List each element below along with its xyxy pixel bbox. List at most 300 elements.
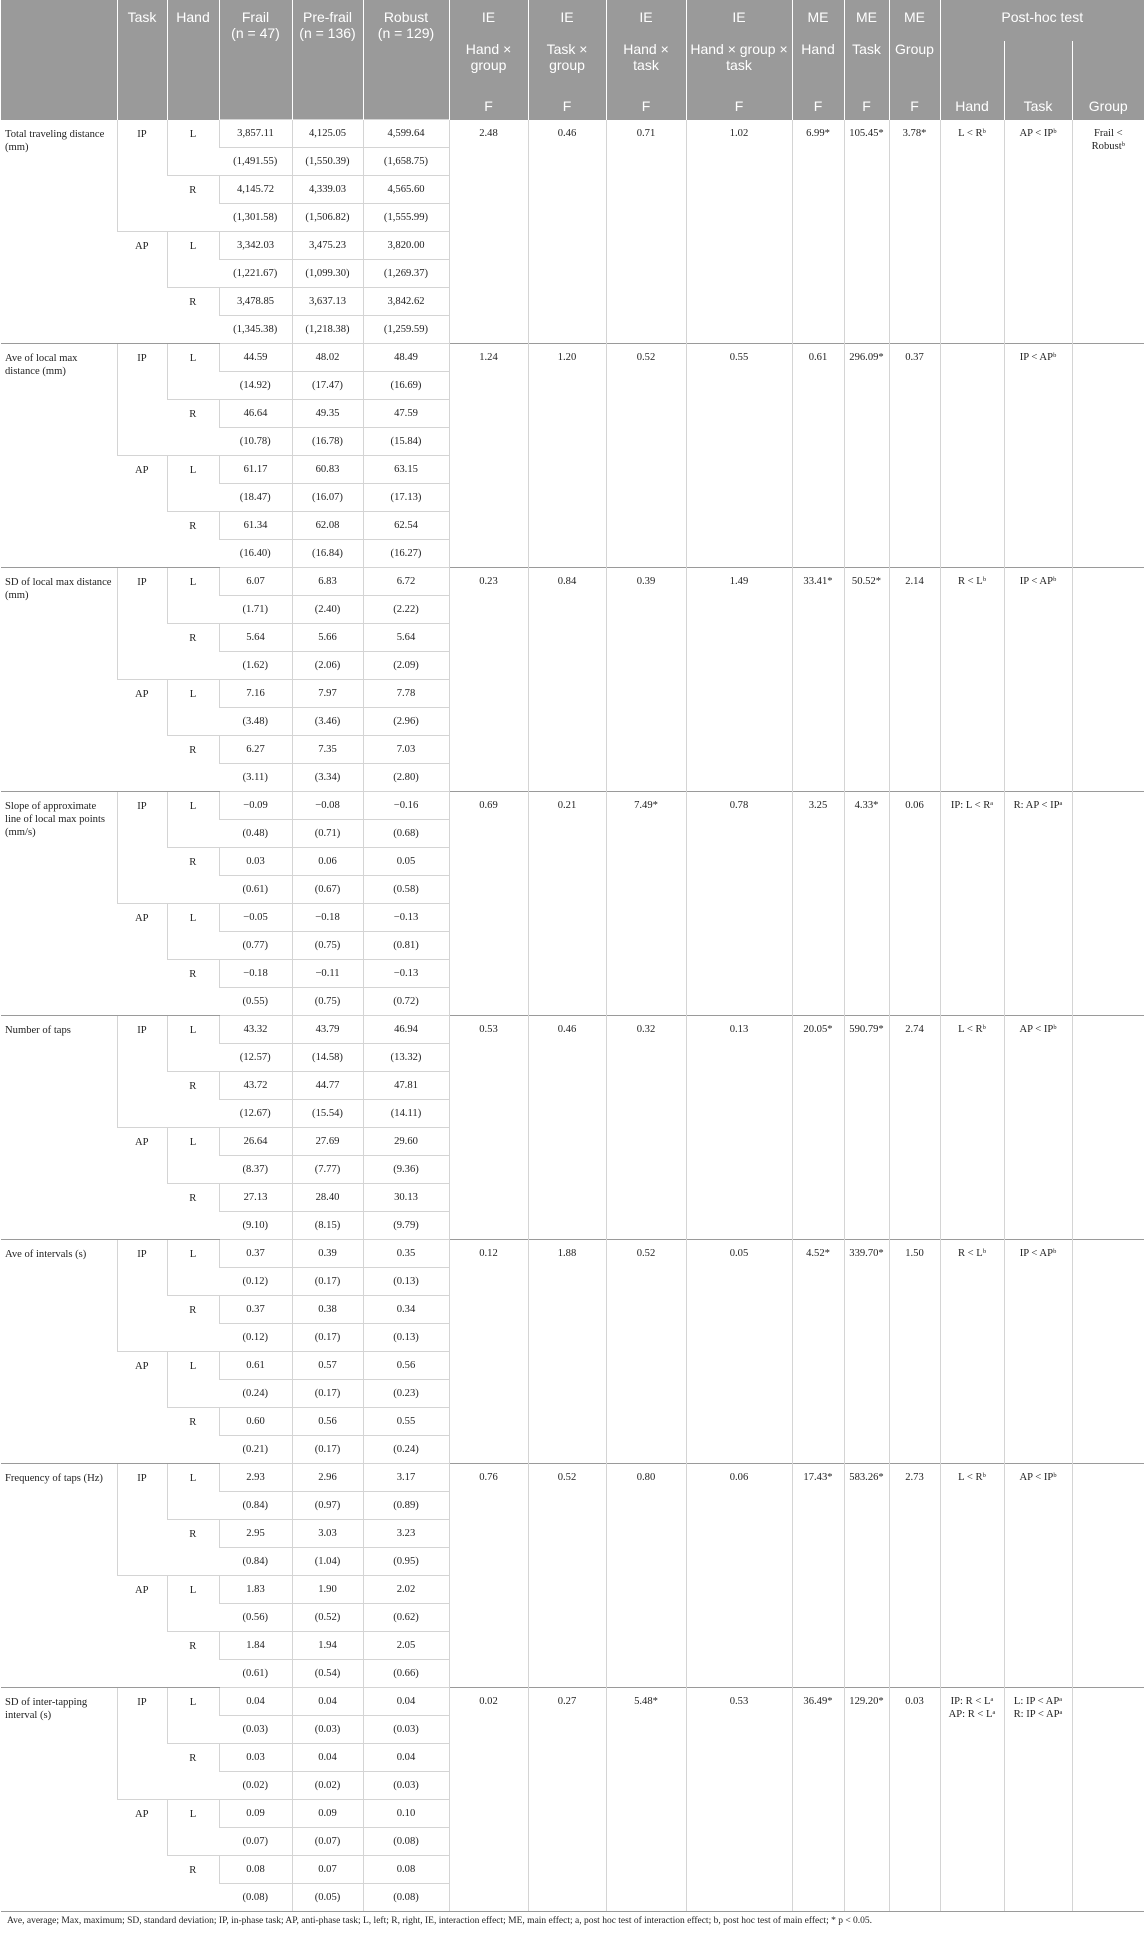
- hand-cell: L: [167, 1239, 219, 1295]
- robust-value: 6.72: [363, 567, 449, 595]
- f-statistic: 4.33*: [844, 791, 889, 1015]
- header-robust-label: Robust: [383, 9, 429, 25]
- prefrail-value: (0.05): [292, 1883, 363, 1911]
- robust-value: 29.60: [363, 1127, 449, 1155]
- robust-value: (2.09): [363, 651, 449, 679]
- prefrail-value: (16.84): [292, 539, 363, 567]
- robust-value: 0.56: [363, 1351, 449, 1379]
- prefrail-value: 0.57: [292, 1351, 363, 1379]
- robust-value: 7.78: [363, 679, 449, 707]
- robust-value: 30.13: [363, 1183, 449, 1211]
- robust-value: 47.59: [363, 399, 449, 427]
- frail-value: (3.11): [219, 763, 292, 791]
- posthoc-hand: R < Lᵇ: [940, 567, 1004, 791]
- prefrail-value: 1.90: [292, 1575, 363, 1603]
- hand-cell: R: [167, 399, 219, 455]
- f-statistic: 0.39: [606, 567, 686, 791]
- header-f: F: [844, 91, 889, 119]
- f-statistic: 0.21: [528, 791, 606, 1015]
- f-statistic: 1.49: [686, 567, 792, 791]
- table-row: [1, 1015, 1144, 1043]
- frail-value: (9.10): [219, 1211, 292, 1239]
- f-statistic: 1.24: [449, 343, 528, 567]
- hand-cell: L: [167, 1575, 219, 1631]
- header-robust-n: (n = 129): [377, 25, 435, 41]
- robust-value: (1,269.37): [363, 259, 449, 287]
- prefrail-value: (3.46): [292, 707, 363, 735]
- robust-value: (0.66): [363, 1659, 449, 1687]
- hand-cell: L: [167, 1463, 219, 1519]
- frail-value: (0.02): [219, 1771, 292, 1799]
- posthoc-task: IP < APᵇ: [1004, 1239, 1072, 1463]
- prefrail-value: 2.96: [292, 1463, 363, 1491]
- robust-value: 0.55: [363, 1407, 449, 1435]
- task-cell: IP: [117, 119, 167, 231]
- f-statistic: 0.12: [449, 1239, 528, 1463]
- metric-label: SD of inter-tapping interval (s): [1, 1687, 117, 1911]
- f-statistic: 296.09*: [844, 343, 889, 567]
- frail-value: (8.37): [219, 1155, 292, 1183]
- robust-value: 3,842.62: [363, 287, 449, 315]
- header-robust: [363, 0, 449, 41]
- header-f: F: [889, 91, 940, 119]
- frail-value: (0.84): [219, 1491, 292, 1519]
- frail-value: 1.84: [219, 1631, 292, 1659]
- frail-value: 0.03: [219, 847, 292, 875]
- prefrail-value: 0.07: [292, 1855, 363, 1883]
- robust-value: −0.13: [363, 903, 449, 931]
- posthoc-group: [1072, 791, 1144, 1015]
- prefrail-value: 0.04: [292, 1743, 363, 1771]
- hand-cell: R: [167, 959, 219, 1015]
- f-statistic: 0.02: [449, 1687, 528, 1911]
- header-ie2-sub: Task × group: [528, 41, 606, 91]
- prefrail-value: (7.77): [292, 1155, 363, 1183]
- frail-value: (0.77): [219, 931, 292, 959]
- f-statistic: 0.78: [686, 791, 792, 1015]
- prefrail-value: 60.83: [292, 455, 363, 483]
- metric-label: Number of taps: [1, 1015, 117, 1239]
- robust-value: 2.02: [363, 1575, 449, 1603]
- f-statistic: 0.76: [449, 1463, 528, 1687]
- frail-value: 7.16: [219, 679, 292, 707]
- robust-value: (2.22): [363, 595, 449, 623]
- prefrail-value: (0.07): [292, 1827, 363, 1855]
- robust-value: (2.80): [363, 763, 449, 791]
- hand-cell: R: [167, 511, 219, 567]
- hand-cell: R: [167, 287, 219, 343]
- frail-value: (0.61): [219, 875, 292, 903]
- header-prefrail-n: (n = 136): [299, 25, 356, 41]
- posthoc-group: [1072, 1239, 1144, 1463]
- frail-value: 44.59: [219, 343, 292, 371]
- robust-value: (13.32): [363, 1043, 449, 1071]
- frail-value: (1,491.55): [219, 147, 292, 175]
- robust-value: 3.23: [363, 1519, 449, 1547]
- prefrail-value: 0.38: [292, 1295, 363, 1323]
- frail-value: (18.47): [219, 483, 292, 511]
- f-statistic: 0.46: [528, 1015, 606, 1239]
- f-statistic: 0.05: [686, 1239, 792, 1463]
- hand-cell: L: [167, 1351, 219, 1407]
- f-statistic: 1.02: [686, 119, 792, 343]
- header-me3-sub: Group: [889, 41, 940, 91]
- hand-cell: R: [167, 1743, 219, 1799]
- posthoc-task: AP < IPᵇ: [1004, 119, 1072, 343]
- robust-value: (0.03): [363, 1771, 449, 1799]
- f-statistic: 129.20*: [844, 1687, 889, 1911]
- f-statistic: 20.05*: [792, 1015, 844, 1239]
- prefrail-value: (0.17): [292, 1379, 363, 1407]
- task-cell: IP: [117, 1463, 167, 1575]
- frail-value: 46.64: [219, 399, 292, 427]
- frail-value: (0.48): [219, 819, 292, 847]
- frail-value: 0.61: [219, 1351, 292, 1379]
- task-cell: IP: [117, 567, 167, 679]
- robust-value: (0.89): [363, 1491, 449, 1519]
- header-hand: Hand: [167, 0, 219, 41]
- prefrail-value: (8.15): [292, 1211, 363, 1239]
- robust-value: 0.05: [363, 847, 449, 875]
- f-statistic: 0.06: [686, 1463, 792, 1687]
- header-me-2: ME: [844, 0, 889, 41]
- frail-value: 0.08: [219, 1855, 292, 1883]
- prefrail-value: (0.17): [292, 1435, 363, 1463]
- table-row: [1, 1687, 1144, 1715]
- hand-cell: R: [167, 1631, 219, 1687]
- prefrail-value: (1,099.30): [292, 259, 363, 287]
- header-f: F: [528, 91, 606, 119]
- header-me2-sub: Task: [844, 41, 889, 91]
- robust-value: (16.27): [363, 539, 449, 567]
- robust-value: 5.64: [363, 623, 449, 651]
- task-cell: AP: [117, 1127, 167, 1239]
- prefrail-value: 43.79: [292, 1015, 363, 1043]
- frail-value: 0.37: [219, 1295, 292, 1323]
- prefrail-value: 3.03: [292, 1519, 363, 1547]
- robust-value: (0.13): [363, 1267, 449, 1295]
- table-row: [1, 343, 1144, 371]
- metric-label: SD of local max distance (mm): [1, 567, 117, 791]
- metric-label: Ave of intervals (s): [1, 1239, 117, 1463]
- f-statistic: 0.80: [606, 1463, 686, 1687]
- prefrail-value: −0.18: [292, 903, 363, 931]
- prefrail-value: 4,339.03: [292, 175, 363, 203]
- prefrail-value: (17.47): [292, 371, 363, 399]
- header-prefrail: [292, 0, 363, 41]
- task-cell: AP: [117, 679, 167, 791]
- frail-value: (0.07): [219, 1827, 292, 1855]
- prefrail-value: (0.17): [292, 1323, 363, 1351]
- header-task: Task: [117, 0, 167, 41]
- prefrail-value: (2.06): [292, 651, 363, 679]
- header-posthoc: Post-hoc test: [940, 0, 1144, 41]
- header-ie-1: IE: [449, 0, 528, 41]
- table-body: [1, 119, 1144, 1911]
- prefrail-value: (0.54): [292, 1659, 363, 1687]
- header-blank: [1, 0, 117, 41]
- prefrail-value: 62.08: [292, 511, 363, 539]
- robust-value: (0.58): [363, 875, 449, 903]
- task-cell: AP: [117, 1575, 167, 1687]
- f-statistic: 0.32: [606, 1015, 686, 1239]
- robust-value: (16.69): [363, 371, 449, 399]
- robust-value: 0.10: [363, 1799, 449, 1827]
- frail-value: (1,301.58): [219, 203, 292, 231]
- f-statistic: 105.45*: [844, 119, 889, 343]
- robust-value: (0.13): [363, 1323, 449, 1351]
- prefrail-value: (0.17): [292, 1267, 363, 1295]
- prefrail-value: (3.34): [292, 763, 363, 791]
- hand-cell: L: [167, 1127, 219, 1183]
- task-cell: IP: [117, 1015, 167, 1127]
- frail-value: (3.48): [219, 707, 292, 735]
- robust-value: (2.96): [363, 707, 449, 735]
- frail-value: (0.21): [219, 1435, 292, 1463]
- frail-value: 3,857.11: [219, 119, 292, 147]
- prefrail-value: (0.03): [292, 1715, 363, 1743]
- posthoc-task: AP < IPᵇ: [1004, 1015, 1072, 1239]
- frail-value: (1.71): [219, 595, 292, 623]
- robust-value: (0.95): [363, 1547, 449, 1575]
- f-statistic: 590.79*: [844, 1015, 889, 1239]
- frail-value: 5.64: [219, 623, 292, 651]
- table-row: [1, 567, 1144, 595]
- posthoc-group: Frail < Robustᵇ: [1072, 119, 1144, 343]
- prefrail-value: (1,506.82): [292, 203, 363, 231]
- robust-value: (15.84): [363, 427, 449, 455]
- f-statistic: 7.49*: [606, 791, 686, 1015]
- posthoc-task: IP < APᵇ: [1004, 343, 1072, 567]
- f-statistic: 2.48: [449, 119, 528, 343]
- robust-value: 0.04: [363, 1687, 449, 1715]
- hand-cell: R: [167, 1407, 219, 1463]
- robust-value: (0.72): [363, 987, 449, 1015]
- frail-value: 6.27: [219, 735, 292, 763]
- table-row: [1, 1463, 1144, 1491]
- f-statistic: 0.55: [686, 343, 792, 567]
- f-statistic: 0.52: [606, 343, 686, 567]
- frail-value: 6.07: [219, 567, 292, 595]
- frail-value: (0.24): [219, 1379, 292, 1407]
- hand-cell: L: [167, 567, 219, 623]
- f-statistic: 3.25: [792, 791, 844, 1015]
- header-f: F: [792, 91, 844, 119]
- f-statistic: 6.99*: [792, 119, 844, 343]
- header-ie3-sub: Hand × task: [606, 41, 686, 91]
- header-f: F: [449, 91, 528, 119]
- frail-value: (16.40): [219, 539, 292, 567]
- robust-value: (0.23): [363, 1379, 449, 1407]
- frail-value: 61.34: [219, 511, 292, 539]
- frail-value: 0.09: [219, 1799, 292, 1827]
- header-prefrail-label: Pre-frail: [302, 9, 352, 25]
- prefrail-value: 49.35: [292, 399, 363, 427]
- prefrail-value: 44.77: [292, 1071, 363, 1099]
- robust-value: (0.08): [363, 1883, 449, 1911]
- hand-cell: R: [167, 623, 219, 679]
- prefrail-value: 0.39: [292, 1239, 363, 1267]
- frail-value: 0.03: [219, 1743, 292, 1771]
- prefrail-value: (0.71): [292, 819, 363, 847]
- robust-value: 48.49: [363, 343, 449, 371]
- robust-value: (14.11): [363, 1099, 449, 1127]
- table-row: [1, 791, 1144, 819]
- frail-value: (1,221.67): [219, 259, 292, 287]
- f-statistic: 0.46: [528, 119, 606, 343]
- f-statistic: 0.06: [889, 791, 940, 1015]
- f-statistic: 1.88: [528, 1239, 606, 1463]
- task-cell: IP: [117, 343, 167, 455]
- posthoc-group: [1072, 343, 1144, 567]
- metric-label: Frequency of taps (Hz): [1, 1463, 117, 1687]
- header-ie1-sub: Hand × group: [449, 41, 528, 91]
- frail-value: 61.17: [219, 455, 292, 483]
- frail-value: −0.18: [219, 959, 292, 987]
- robust-value: (0.81): [363, 931, 449, 959]
- robust-value: (9.36): [363, 1155, 449, 1183]
- robust-value: 0.04: [363, 1743, 449, 1771]
- robust-value: (0.68): [363, 819, 449, 847]
- posthoc-hand: IP: L < Rᵃ: [940, 791, 1004, 1015]
- prefrail-value: (0.75): [292, 987, 363, 1015]
- frail-value: (1.62): [219, 651, 292, 679]
- frail-value: 27.13: [219, 1183, 292, 1211]
- f-statistic: 0.13: [686, 1015, 792, 1239]
- header-frail: [219, 0, 292, 41]
- prefrail-value: 1.94: [292, 1631, 363, 1659]
- f-statistic: 0.52: [606, 1239, 686, 1463]
- header-ie-2: IE: [528, 0, 606, 41]
- frail-value: (12.67): [219, 1099, 292, 1127]
- prefrail-value: (14.58): [292, 1043, 363, 1071]
- f-statistic: 0.23: [449, 567, 528, 791]
- posthoc-group: [1072, 1015, 1144, 1239]
- posthoc-group: [1072, 1687, 1144, 1911]
- f-statistic: 4.52*: [792, 1239, 844, 1463]
- frail-value: (0.12): [219, 1267, 292, 1295]
- prefrail-value: 3,475.23: [292, 231, 363, 259]
- frail-value: 0.60: [219, 1407, 292, 1435]
- prefrail-value: (0.75): [292, 931, 363, 959]
- robust-value: −0.13: [363, 959, 449, 987]
- robust-value: −0.16: [363, 791, 449, 819]
- robust-value: 0.35: [363, 1239, 449, 1267]
- metric-label: Ave of local max distance (mm): [1, 343, 117, 567]
- frail-value: (0.84): [219, 1547, 292, 1575]
- robust-value: 4,565.60: [363, 175, 449, 203]
- prefrail-value: 48.02: [292, 343, 363, 371]
- hand-cell: L: [167, 679, 219, 735]
- task-cell: AP: [117, 231, 167, 343]
- prefrail-value: (16.07): [292, 483, 363, 511]
- posthoc-task: R: AP < IPᵃ: [1004, 791, 1072, 1015]
- frail-value: (0.61): [219, 1659, 292, 1687]
- f-statistic: 3.78*: [889, 119, 940, 343]
- table-row: [1, 119, 1144, 147]
- header-posthoc-hand: Hand: [940, 91, 1004, 119]
- frail-value: 43.32: [219, 1015, 292, 1043]
- header-ie4-sub: Hand × group × task: [686, 41, 792, 91]
- posthoc-hand: R < Lᵇ: [940, 1239, 1004, 1463]
- hand-cell: R: [167, 1295, 219, 1351]
- prefrail-value: (1.04): [292, 1547, 363, 1575]
- frail-value: (0.08): [219, 1883, 292, 1911]
- prefrail-value: (16.78): [292, 427, 363, 455]
- robust-value: 4,599.64: [363, 119, 449, 147]
- task-cell: AP: [117, 1351, 167, 1463]
- prefrail-value: 28.40: [292, 1183, 363, 1211]
- task-cell: AP: [117, 1799, 167, 1911]
- metric-label: Total traveling distance (mm): [1, 119, 117, 343]
- task-cell: IP: [117, 1687, 167, 1799]
- frail-value: 2.95: [219, 1519, 292, 1547]
- posthoc-task: AP < IPᵇ: [1004, 1463, 1072, 1687]
- prefrail-value: −0.11: [292, 959, 363, 987]
- f-statistic: 2.14: [889, 567, 940, 791]
- hand-cell: R: [167, 735, 219, 791]
- robust-value: (17.13): [363, 483, 449, 511]
- robust-value: (0.08): [363, 1827, 449, 1855]
- f-statistic: 0.71: [606, 119, 686, 343]
- frail-value: (10.78): [219, 427, 292, 455]
- posthoc-task: IP < APᵇ: [1004, 567, 1072, 791]
- f-statistic: 33.41*: [792, 567, 844, 791]
- robust-value: 63.15: [363, 455, 449, 483]
- results-table: [1, 0, 1144, 1911]
- posthoc-hand: [940, 343, 1004, 567]
- header-posthoc-task: Task: [1004, 91, 1072, 119]
- posthoc-hand: L < Rᵇ: [940, 119, 1004, 343]
- hand-cell: R: [167, 847, 219, 903]
- frail-value: 3,478.85: [219, 287, 292, 315]
- header-me1-sub: Hand: [792, 41, 844, 91]
- robust-value: (1,555.99): [363, 203, 449, 231]
- prefrail-value: (0.52): [292, 1603, 363, 1631]
- f-statistic: 0.53: [449, 1015, 528, 1239]
- f-statistic: 339.70*: [844, 1239, 889, 1463]
- f-statistic: 5.48*: [606, 1687, 686, 1911]
- hand-cell: R: [167, 175, 219, 231]
- prefrail-value: 7.97: [292, 679, 363, 707]
- frail-value: (0.03): [219, 1715, 292, 1743]
- robust-value: 3.17: [363, 1463, 449, 1491]
- frail-value: 4,145.72: [219, 175, 292, 203]
- prefrail-value: (1,550.39): [292, 147, 363, 175]
- f-statistic: 0.69: [449, 791, 528, 1015]
- robust-value: 47.81: [363, 1071, 449, 1099]
- prefrail-value: (0.67): [292, 875, 363, 903]
- prefrail-value: 0.09: [292, 1799, 363, 1827]
- f-statistic: 1.50: [889, 1239, 940, 1463]
- robust-value: (1,658.75): [363, 147, 449, 175]
- robust-value: 0.08: [363, 1855, 449, 1883]
- f-statistic: 0.27: [528, 1687, 606, 1911]
- prefrail-value: (1,218.38): [292, 315, 363, 343]
- posthoc-hand: L < Rᵇ: [940, 1463, 1004, 1687]
- robust-value: 3,820.00: [363, 231, 449, 259]
- prefrail-value: 7.35: [292, 735, 363, 763]
- robust-value: (0.62): [363, 1603, 449, 1631]
- robust-value: 46.94: [363, 1015, 449, 1043]
- robust-value: (9.79): [363, 1211, 449, 1239]
- prefrail-value: 5.66: [292, 623, 363, 651]
- frail-value: (0.55): [219, 987, 292, 1015]
- robust-value: 62.54: [363, 511, 449, 539]
- hand-cell: R: [167, 1519, 219, 1575]
- task-cell: AP: [117, 903, 167, 1015]
- f-statistic: 0.37: [889, 343, 940, 567]
